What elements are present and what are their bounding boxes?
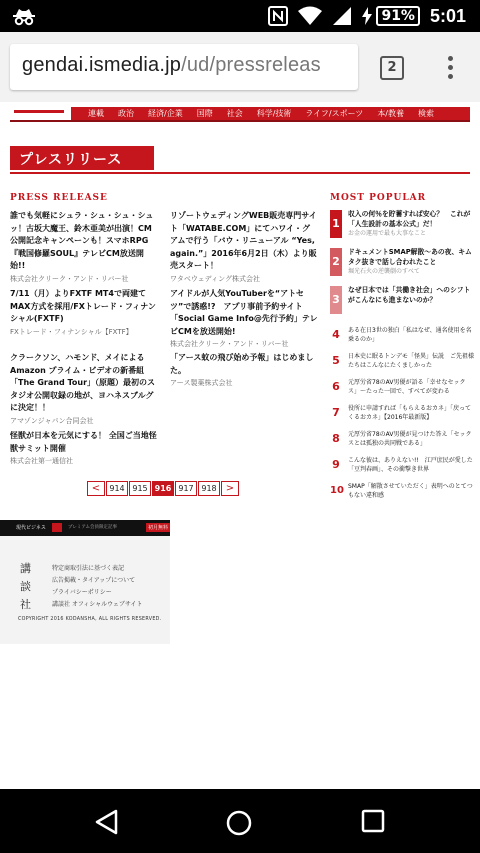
address-bar[interactable] — [10, 44, 358, 90]
nav-item-society[interactable]: 社会 — [226, 109, 243, 118]
popular-item[interactable] — [330, 326, 470, 348]
rank-badge: 8 — [332, 432, 340, 445]
popular-item[interactable] — [330, 482, 473, 504]
press-item[interactable] — [10, 352, 158, 426]
rank-badge: 1 — [330, 210, 342, 238]
popular-subtitle: 堀光石火の逆襲劇のすべて — [348, 268, 420, 275]
browser-toolbar — [0, 32, 480, 102]
press-item-title[interactable]: リゾートウェディングWEB販売専門サイト「WATABE.COM」にてハワイ・グアムで行う「バウ・リニューアル “Yes, again.”」2016年6月2日（木）より販売スタート！ — [170, 211, 317, 270]
popular-title[interactable]: なぜ日本では「共働き社会」へのシフトがこんなにも進まないのか？ — [348, 286, 471, 304]
next-page-button[interactable]: > — [221, 481, 239, 496]
rank-badge: 5 — [332, 354, 340, 367]
system-nav-bar — [0, 789, 480, 853]
footer-banner[interactable] — [0, 520, 170, 536]
nav-item-serial[interactable]: 連載 — [88, 109, 104, 118]
popular-title[interactable]: ある在日3世の独白「私はなぜ、通名使用を名乗るのか」 — [348, 327, 472, 343]
site-nav — [10, 107, 470, 122]
popular-item[interactable] — [330, 248, 470, 278]
press-item[interactable] — [10, 430, 158, 466]
footer-banner-mark — [52, 523, 62, 532]
popular-title[interactable]: 元厚労省78のAV男優が語る「幸せなセックス」～たった一回で、すべてが変わる — [348, 379, 466, 395]
footer-banner-label: 現代ビジネス — [16, 525, 46, 531]
url-host: gendai.ismedia.jp — [22, 54, 182, 76]
copyright: COPYRIGHT 2016 KODANSHA, ALL RIGHTS RESERVED. — [18, 617, 162, 622]
press-item-title[interactable]: 怪獣が日本を元気にする！ 全国ご当地怪獣サミット開催 — [10, 431, 157, 453]
popular-title[interactable]: SMAP「解散させていただく」表明へのとてつもない違和感 — [348, 483, 473, 499]
press-item-company: ワタベウェディング株式会社 — [170, 274, 260, 283]
wifi-icon — [298, 6, 322, 26]
rank-badge: 9 — [332, 458, 340, 471]
press-item-company: FXトレード・フィナンシャル【FXTF】 — [10, 327, 133, 336]
press-item[interactable] — [10, 288, 158, 337]
press-release-heading: PRESS RELEASE — [10, 193, 108, 203]
home-icon[interactable] — [225, 809, 253, 837]
most-popular-heading: MOST POPULAR — [330, 193, 427, 203]
popular-title[interactable]: 役所に申請すれば「もらえるおカネ」「戻ってくるおカネ」【2016年最新版】 — [348, 405, 472, 421]
nav-item-international[interactable]: 国際 — [196, 109, 213, 118]
recents-icon[interactable] — [361, 809, 385, 833]
press-item-title[interactable]: 誰でも気軽にシュラ・シュ・シュ・シュッ！古坂大魔王、鈴木亜美が出演！CM公開記念キャンペーンも！スマホRPG『戦国修羅SOUL』テレビCM放送開始!! — [10, 211, 154, 270]
pagination — [87, 481, 240, 496]
press-item-title[interactable]: 7/11（月）よりFXTF MT4で両建てMAX方式を採用/FXトレード・フィナンシャル(FXTF) — [10, 289, 156, 323]
press-item-company: アース製薬株式会社 — [170, 379, 233, 387]
footer-link-advertising[interactable]: 広告掲載・タイアップについて — [52, 577, 136, 584]
press-item[interactable] — [170, 352, 318, 388]
clock: 5:01 — [429, 5, 466, 26]
footer-link-commerce-law[interactable]: 特定商取引法に基づく表記 — [52, 565, 125, 572]
incognito-icon — [12, 6, 36, 26]
footer-banner-text: プレミアム会員限定記事 — [68, 525, 118, 530]
press-item-company: 株式会社クリーク・アンド・リバー社 — [170, 340, 289, 348]
battery — [362, 6, 420, 26]
press-item-title[interactable]: 「アース蚊の飛び始め予報」はじめました。 — [170, 353, 314, 375]
nav-item-science[interactable]: 科学/技術 — [256, 109, 292, 118]
rank-badge: 10 — [330, 485, 344, 496]
charging-icon — [362, 7, 372, 25]
signal-icon — [332, 6, 352, 26]
press-item[interactable] — [10, 210, 158, 284]
kodansha-logo[interactable]: 講談社 — [20, 562, 31, 611]
tab-switcher-button[interactable]: 2 — [380, 56, 404, 80]
footer-links — [52, 563, 142, 611]
popular-subtitle: お金の運用で最も大事なこと — [348, 230, 427, 237]
popular-item[interactable] — [330, 404, 470, 426]
back-icon[interactable] — [94, 809, 120, 835]
footer-link-privacy[interactable]: プライバシーポリシー — [52, 589, 112, 596]
popular-item[interactable] — [330, 286, 470, 316]
nav-item-economy[interactable]: 経済/企業 — [148, 109, 183, 118]
nav-item-books[interactable]: 本/教養 — [377, 109, 405, 118]
popular-item[interactable] — [330, 456, 473, 478]
press-item-company: 株式会社クリーク・アンド・リバー社 — [10, 274, 129, 283]
rank-badge: 2 — [330, 248, 342, 276]
popular-title[interactable]: ドキュメントSMAP解散～あの夜、キムタク抜きで話し合われたこと — [348, 248, 472, 266]
popular-title[interactable]: こんな彼は、ありえない!! 江戸庶民が愛した「豆判春画」、その衝撃き世界 — [348, 457, 473, 473]
current-page: 916 — [152, 481, 174, 496]
popular-title[interactable]: 日本史に眠るトンデモ「怪異」伝説 ご先祖様たちはこんなにたくましかった — [348, 353, 475, 369]
nav-item-politics[interactable]: 政治 — [118, 109, 134, 118]
popular-title[interactable]: 元厚労省78のAV男優が見つけた答え「セックスとは孤独の共同戦である」 — [348, 431, 472, 447]
page-link[interactable]: 915 — [129, 481, 151, 496]
press-item-company: 株式会社第一通信社 — [10, 457, 73, 465]
popular-item[interactable] — [330, 352, 475, 374]
title-divider — [10, 172, 470, 174]
popular-item[interactable] — [330, 210, 470, 240]
prev-page-button[interactable]: < — [87, 481, 105, 496]
press-item-title[interactable]: アイドルが人気YouTuberを“アトセツ”で誘惑!? アプリ事前予約サイト「Social Game Info@先行予約」テレビCMを放送開始! — [170, 289, 318, 336]
site-logo[interactable] — [10, 107, 74, 120]
page-link[interactable]: 914 — [106, 481, 128, 496]
press-item[interactable] — [170, 288, 318, 349]
site-footer — [0, 520, 170, 644]
popular-title[interactable]: 収入の何％を貯蓄すれば安心？ これが「人生設計の基本公式」だ！ — [348, 210, 471, 228]
status-bar — [0, 0, 480, 32]
popular-item[interactable] — [330, 378, 470, 400]
nfc-icon — [268, 6, 288, 26]
rank-badge: 7 — [332, 406, 340, 419]
rank-badge: 6 — [332, 380, 340, 393]
footer-link-official-site[interactable]: 講談社 オフィシャルウェブサイト — [52, 601, 143, 608]
press-item-title[interactable]: クラークソン、ハモンド、メイによるAmazon プライム・ビデオの新番組「The Grand Tour」（原題）最初のスタジオ公開収録の地が、ヨハネスブルグに決定！！ — [10, 353, 156, 412]
url-path: /ud/pressreleas — [181, 54, 321, 76]
page-title: プレスリリース — [19, 152, 123, 168]
press-item-company: アマゾンジャパン合同会社 — [10, 416, 94, 425]
page-link[interactable]: 918 — [198, 481, 220, 496]
page-link[interactable]: 917 — [175, 481, 197, 496]
rank-badge: 3 — [330, 286, 342, 314]
nav-item-search[interactable]: 検索 — [418, 109, 435, 118]
overflow-menu-icon[interactable] — [444, 54, 456, 82]
page-title-banner — [10, 146, 154, 170]
nav-item-life-sports[interactable]: ライフ/スポーツ — [305, 109, 364, 118]
rank-badge: 4 — [332, 328, 340, 341]
press-item[interactable] — [170, 210, 318, 284]
footer-banner-badge: 初月無料 — [148, 525, 169, 531]
popular-item[interactable] — [330, 430, 470, 452]
battery-level: 91% — [376, 6, 420, 26]
